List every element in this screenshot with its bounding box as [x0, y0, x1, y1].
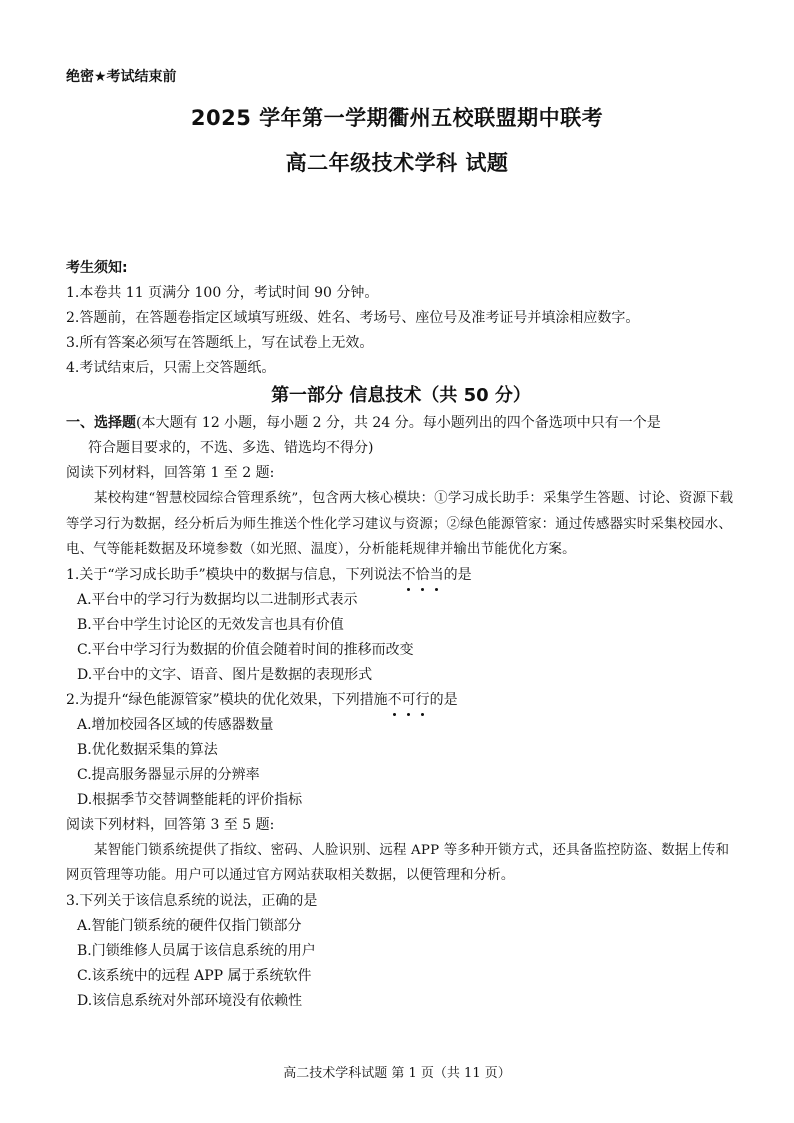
emphasis-char: 恰: [416, 563, 430, 588]
confidential-label: 绝密★考试结束前: [66, 69, 177, 85]
section-instructions-cont: 符合题目要求的，不选、多选、错选均不得分): [88, 440, 374, 456]
question-option: A.智能门锁系统的硬件仅指门锁部分: [77, 917, 302, 934]
question-option: B.优化数据采集的算法: [77, 741, 218, 758]
material-intro: 阅读下列材料，回答第 1 至 2 题:: [66, 465, 275, 481]
section-instructions: (本大题有 12 小题，每小题 2 分，共 24 分。每小题列出的四个备选项中只有一个是: [136, 415, 661, 431]
emphasis-char: 当: [430, 563, 444, 588]
section-label: 一、选择题: [66, 415, 136, 431]
exam-subtitle: 高二年级技术学科 试题: [285, 151, 509, 175]
question-option: D.该信息系统对外部环境没有依赖性: [77, 992, 303, 1009]
question-stem: 3.下列关于该信息系统的说法，正确的是: [66, 892, 318, 909]
notice-item: 3.所有答案必须写在答题纸上，写在试卷上无效。: [66, 335, 374, 351]
section-heading: [66, 411, 736, 436]
material-text: 某智能门锁系统提供了指纹、密码、人脸识别、远程 APP 等多种开锁方式，还具备监控防盗、数据上传和网页管理等功能。用户可以通过官方网站获取相关数据，以便管理和分析。: [66, 842, 730, 883]
exam-title: 2025 学年第一学期衢州五校联盟期中联考: [190, 106, 604, 130]
question-option: C.提高服务器显示屏的分辨率: [77, 766, 260, 783]
material-intro: 阅读下列材料，回答第 3 至 5 题:: [66, 816, 275, 833]
emphasis-char: 不: [388, 688, 402, 713]
stem-text: 的是: [443, 566, 472, 583]
exam-body: [66, 256, 736, 1014]
stem-text: 1.关于“学习成长助手”模块中的数据与信息，下列说法: [66, 566, 402, 583]
question-stem: [66, 688, 736, 713]
question-option: B.平台中学生讨论区的无效发言也具有价值: [77, 616, 344, 633]
question-option: C.平台中学习行为数据的价值会随着时间的推移而改变: [77, 641, 414, 658]
stem-text: 2.为提升“绿色能源管家”模块的优化效果，下列措施: [66, 691, 388, 708]
stem-text: 的是: [429, 691, 458, 708]
question-option: A.增加校园各区域的传感器数量: [77, 716, 274, 733]
question-option: D.平台中的文字、语音、图片是数据的表现形式: [77, 666, 373, 683]
emphasis-char: 可: [402, 688, 416, 713]
emphasis-char: 不: [402, 563, 416, 588]
question-option: C.该系统中的远程 APP 属于系统软件: [77, 967, 312, 984]
part-title: 第一部分 信息技术（共 50 分）: [271, 385, 531, 406]
material-text: 某校构建“智慧校园综合管理系统”，包含两大核心模块：①学习成长助手：采集学生答题、讨论、资源下载等学习行为数据，经分析后为师生推送个性化学习建议与资源；②绿色能源管家：通过传感器实时采集校园水、电、气等能耗数据及环境参数（如光照、温度），分析能耗规律并输出节能优化方案。: [66, 491, 734, 557]
question-stem: [66, 563, 736, 588]
notice-item: 2.答题前，在答题卷指定区域填写班级、姓名、考场号、座位号及准考证号并填涂相应数字。: [66, 310, 640, 326]
question-option: B.门锁维修人员属于该信息系统的用户: [77, 942, 316, 959]
emphasis-char: 行: [416, 688, 430, 713]
question-option: D.根据季节交替调整能耗的评价指标: [77, 791, 303, 808]
notice-item: 1.本卷共 11 页满分 100 分，考试时间 90 分钟。: [66, 285, 379, 301]
question-option: A.平台中的学习行为数据均以二进制形式表示: [77, 591, 358, 608]
page-footer: 高二技术学科试题 第 1 页（共 11 页）: [283, 1066, 511, 1081]
notice-item: 4.考试结束后，只需上交答题纸。: [66, 360, 276, 376]
notice-heading: 考生须知:: [66, 260, 128, 276]
